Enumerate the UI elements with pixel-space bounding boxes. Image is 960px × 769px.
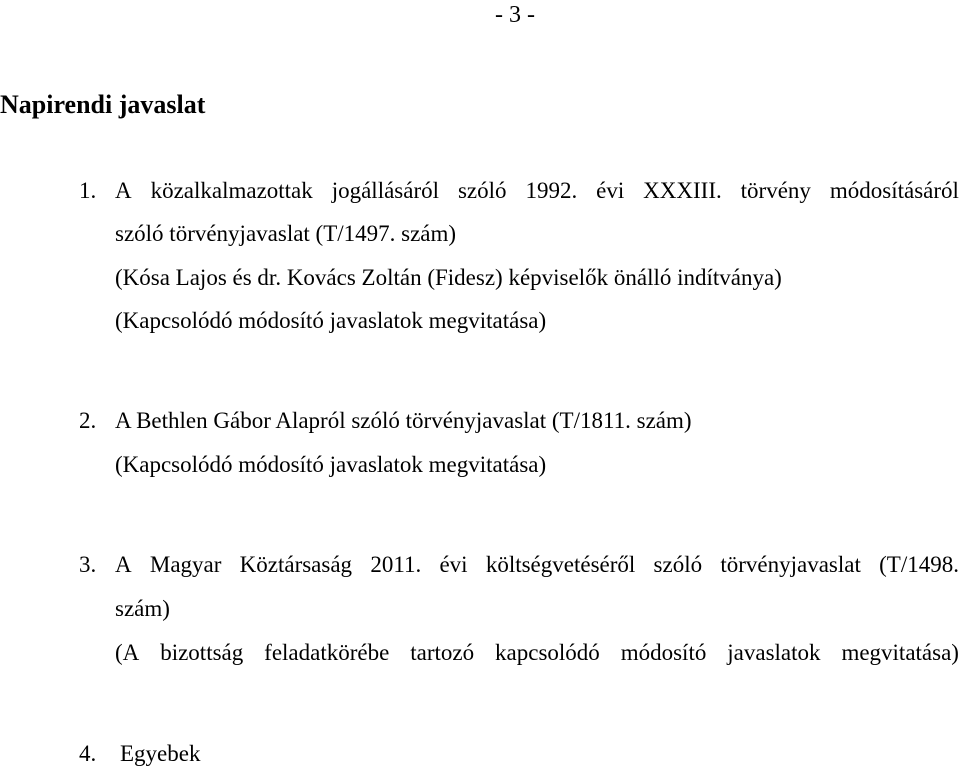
title-word: közalkalmazottak	[150, 178, 313, 203]
title-word: jogállásáról	[331, 178, 439, 203]
title-word: költségvetéséről	[485, 552, 636, 577]
agenda-item-title-continuation: szám)	[115, 596, 170, 621]
note-word: kapcsolódó	[495, 640, 600, 665]
note-word: feladatkörébe	[264, 640, 390, 665]
title-word: (T/1498.	[879, 552, 959, 577]
note-word: módosító	[620, 640, 707, 665]
title-word: törvényjavaslat	[720, 552, 861, 577]
title-word: Magyar	[149, 552, 222, 577]
note-word: javaslatok	[727, 640, 821, 665]
agenda-item-title-continuation: szóló törvényjavaslat (T/1497. szám)	[115, 221, 457, 246]
title-word: szóló	[653, 552, 703, 577]
agenda-item-title: A Bethlen Gábor Alapról szóló törvényjavaslat (T/1811. szám)	[115, 408, 692, 433]
agenda-item-number: 4.	[79, 741, 97, 766]
page-number: - 3 -	[495, 2, 535, 28]
agenda-item-note: (Kapcsolódó módosító javaslatok megvitatása)	[115, 308, 547, 333]
title-word: Köztársaság	[239, 552, 353, 577]
agenda-item-submitters: (Kósa Lajos és dr. Kovács Zoltán (Fidesz) képviselők önálló indítványa)	[115, 265, 782, 290]
title-word: 1992.	[525, 178, 578, 203]
document-title: Napirendi javaslat	[0, 90, 206, 119]
agenda-item-note-line	[115, 639, 959, 667]
agenda-item-number: 2.	[79, 408, 97, 433]
agenda-item-number: 3.	[79, 552, 97, 577]
note-word: tartozó	[410, 640, 475, 665]
agenda-item-number: 1.	[79, 178, 97, 203]
title-word: évi	[439, 552, 468, 577]
title-word: évi	[596, 178, 625, 203]
title-word: szóló	[457, 178, 507, 203]
agenda-item-title-line	[115, 177, 959, 205]
agenda-item-title-line	[115, 551, 959, 579]
note-word: (A	[115, 640, 140, 665]
note-word: megvitatása)	[841, 640, 959, 665]
title-word: A	[115, 552, 132, 577]
title-word: 2011.	[370, 552, 422, 577]
title-word: törvény	[740, 178, 811, 203]
agenda-item-title: Egyebek	[120, 741, 201, 766]
note-word: bizottság	[160, 640, 244, 665]
title-word: módosításáról	[829, 178, 959, 203]
title-word: XXXIII.	[643, 178, 722, 203]
agenda-item-note: (Kapcsolódó módosító javaslatok megvitatása)	[115, 452, 547, 477]
title-word: A	[115, 178, 132, 203]
